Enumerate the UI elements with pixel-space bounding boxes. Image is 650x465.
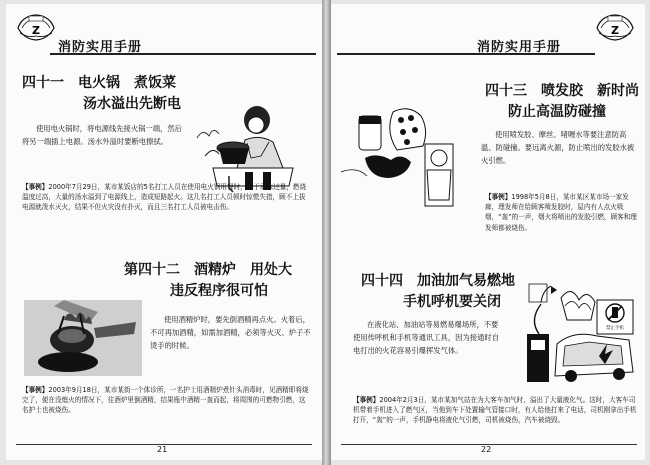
section-42-case	[22, 385, 312, 416]
section-43-case	[485, 192, 637, 233]
section-41-case	[22, 182, 312, 213]
svg-text:Z: Z	[611, 24, 619, 37]
section-41-case-text: 2000年7月29日，某市某饭店的5名打工人员在使用电火锅用餐时，由于添水过量，燃烧温度过高，大量的汤水溢到了电源线上，造成短路起火。这几名打工人员顿时惊慌失措，顾不上拔电源就泼水灭火，结果不但火灾没有扑灭，而且三名打工人员被电击伤。	[22, 183, 307, 212]
section-42-case-label: 【事例】	[22, 386, 49, 394]
section-41-body: 使用电火锅时，将电源线先接火锅一端，然后将另一端插上电源。汤水外溢时要断电擦拭。	[22, 124, 182, 146]
section-44-body: 在液化站、加油站等易燃易爆场所，不要使用传呼机和手机等通讯工具，因为接通时自电打出的火花容易引爆挥发气体。	[353, 320, 499, 355]
page-number: 21	[157, 445, 168, 454]
alcohol-burner-photo	[24, 300, 142, 376]
no-phone-sign-text: 禁止手机	[606, 326, 624, 331]
header-book-title: 消防实用手册	[477, 40, 562, 55]
section-41-title-line2: 汤水溢出先断电	[83, 96, 181, 112]
svg-text:Z: Z	[32, 24, 40, 37]
header-rule	[50, 53, 316, 55]
header-rule	[337, 53, 595, 55]
gas-station-phone-illustration	[521, 280, 637, 386]
section-44-case-text: 2004年2月3日，某市某加气站在为大客车加气时，溢出了大量液化气。这时，大客车司机带着手机进入了燃气区，当他到车下处置输气管接口时，有人给他打来了电话，司机刚拿出手机打开，“轰”的一声，手机静电将液化气引燃，司机被烧伤，汽车被烧毁。	[353, 396, 637, 425]
section-42-title-line2: 违反程序很可怕	[170, 283, 268, 299]
page-number: 22	[481, 445, 492, 454]
section-44-case	[353, 395, 637, 426]
section-44-title-line2: 手机呼机要关闭	[403, 294, 501, 310]
section-43-body: 使用喷发胶、摩丝、啫喱水等要注意防高温、防碰撞。要远离火源，防止喷出的发胶水被火引燃。	[481, 130, 635, 165]
section-41-case-label: 【事例】	[22, 183, 49, 191]
section-43-case-text: 1998年5月8日，某市某区某市场一家发廊，理发师在给顾客喷发胶时，屋内有人点火吸烟，“轰”的一声，烟火将喷出的发胶引燃，顾客和理发师都被烧伤。	[485, 193, 637, 232]
section-43-title-line2: 防止高温防碰撞	[508, 104, 606, 120]
section-42-title-line1: 第四十二 酒精炉 用处大	[124, 262, 292, 278]
section-44-title-line1: 四十四 加油加气易燃地	[361, 273, 515, 289]
section-42-case-text: 2003年9月18日，某市某街一个体诊所，一名护士用酒精炉煮针头消毒时，见酒精即将烧完了，便在没熄火的情况下，往酒炉里倒酒精，结果瓶中酒精一轰而起，将周围的可燃物引燃，这名护士也被烧伤。	[22, 386, 309, 415]
section-43-case-label: 【事例】	[485, 193, 512, 201]
book-logo-icon	[16, 12, 56, 42]
book-logo-icon	[595, 12, 635, 42]
header-book-title: 消防实用手册	[58, 40, 143, 55]
section-44-case-label: 【事例】	[353, 396, 380, 404]
right-page	[331, 4, 645, 460]
section-42-body: 使用酒精炉时，要先倒酒精再点火。火着后，不可再加酒精，如需加酒精，必须等火灭、炉子不烫手的时候。	[150, 315, 311, 350]
hair-salon-illustration	[337, 100, 465, 210]
section-43-title-line1: 四十三 喷发胶 新时尚	[485, 83, 639, 99]
hotpot-dining-illustration	[193, 98, 311, 193]
section-41-title-line1: 四十一 电火锅 煮饭菜	[22, 75, 176, 91]
book-gutter	[322, 0, 331, 465]
left-page	[6, 4, 322, 460]
